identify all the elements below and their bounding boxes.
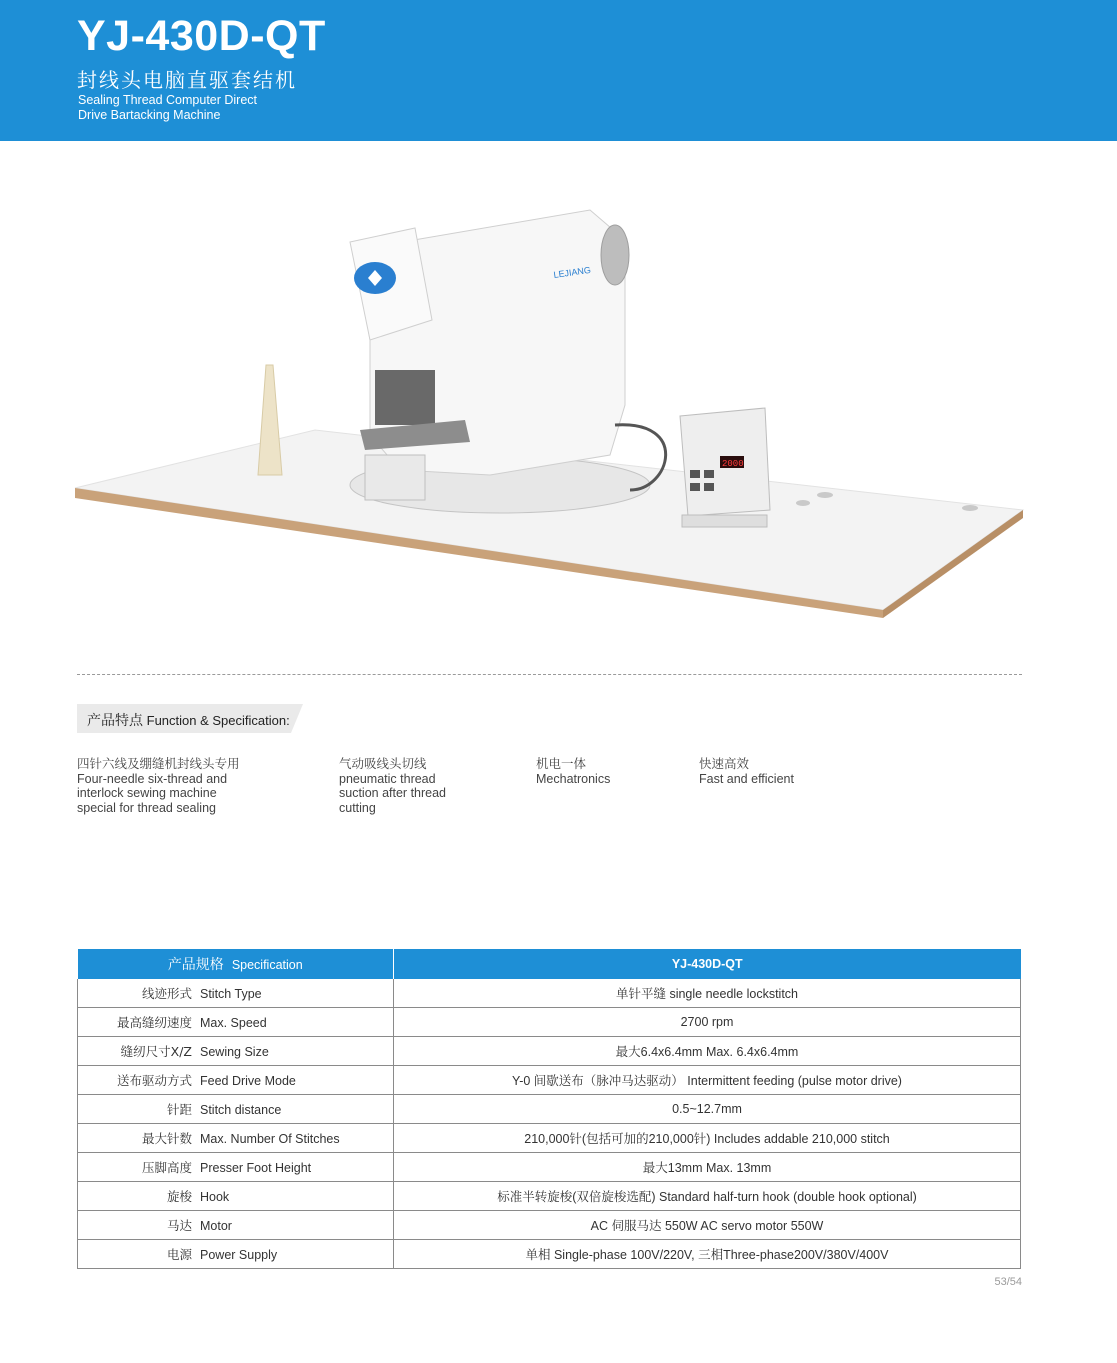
spec-label-cn: 缝纫尺寸X/Z bbox=[120, 1044, 192, 1059]
feature-cn: 四针六线及绷缝机封线头专用 bbox=[77, 756, 240, 771]
spec-label-cn: 压脚高度 bbox=[141, 1160, 192, 1175]
spec-value: 最大13mm Max. 13mm bbox=[394, 1153, 1021, 1182]
chinese-title: 封线头电脑直驱套结机 bbox=[77, 68, 297, 92]
header-banner bbox=[0, 0, 1117, 141]
feature-item bbox=[699, 757, 859, 786]
panel-key bbox=[690, 483, 700, 491]
spec-label-en: Stitch Type bbox=[200, 987, 262, 1001]
table-hole bbox=[962, 505, 978, 511]
machine-bed-front bbox=[365, 455, 425, 500]
thread-cone bbox=[258, 365, 282, 475]
table-hole bbox=[817, 492, 833, 498]
spec-row bbox=[78, 979, 1021, 1008]
spec-row bbox=[78, 1124, 1021, 1153]
spec-row bbox=[78, 1182, 1021, 1211]
spec-table bbox=[77, 949, 1021, 1269]
spec-value: AC 伺服马达 550W AC servo motor 550W bbox=[394, 1211, 1021, 1240]
panel-key bbox=[690, 470, 700, 478]
brand-name: LEJIANG bbox=[552, 264, 592, 280]
spec-label-cn: 最大针数 bbox=[141, 1131, 192, 1146]
page-number: 53/54 bbox=[994, 1276, 1022, 1288]
spec-label bbox=[78, 1153, 394, 1182]
handwheel bbox=[601, 225, 629, 285]
spec-row bbox=[78, 1240, 1021, 1269]
features-heading bbox=[77, 704, 303, 733]
english-title-line-1: Sealing Thread Computer Direct bbox=[78, 93, 258, 107]
feature-en: pneumatic thread suction after thread cutting bbox=[339, 771, 447, 815]
spec-value: 2700 rpm bbox=[394, 1008, 1021, 1037]
features-heading-text bbox=[87, 710, 290, 730]
spec-label-en: Stitch distance bbox=[200, 1103, 282, 1117]
needle-bar-mechanism bbox=[375, 370, 435, 425]
spec-label bbox=[78, 1240, 394, 1269]
spec-header-model: YJ-430D-QT bbox=[394, 949, 1021, 979]
spec-row bbox=[78, 1153, 1021, 1182]
spec-header-row bbox=[78, 949, 1021, 979]
spec-label-en: Presser Foot Height bbox=[200, 1161, 312, 1175]
spec-label-cn: 旋梭 bbox=[166, 1189, 192, 1204]
feature-cn: 气动吸线头切线 bbox=[339, 756, 427, 771]
spec-label-cn: 最高缝纫速度 bbox=[116, 1015, 192, 1030]
spec-label bbox=[78, 979, 394, 1008]
spec-label-en: Motor bbox=[200, 1219, 232, 1233]
spec-label-en: Max. Speed bbox=[200, 1016, 267, 1030]
spec-label-en: Max. Number Of Stitches bbox=[200, 1132, 340, 1146]
feature-en: Mechatronics bbox=[536, 771, 611, 786]
spec-label bbox=[78, 1095, 394, 1124]
spec-label bbox=[78, 1182, 394, 1211]
spec-label bbox=[78, 1066, 394, 1095]
spec-label-en: Feed Drive Mode bbox=[200, 1074, 296, 1088]
features-heading-cn: 产品特点 bbox=[87, 713, 143, 729]
feature-en: Four-needle six-thread and interlock sewing machine special for thread sealing bbox=[77, 771, 228, 815]
spec-value: 标准半转旋梭(双倍旋梭选配) Standard half-turn hook (double hook optional) bbox=[394, 1182, 1021, 1211]
panel-key bbox=[704, 470, 714, 478]
spec-row bbox=[78, 1008, 1021, 1037]
spec-header-en: Specification bbox=[231, 958, 303, 972]
feature-item bbox=[77, 757, 307, 815]
spec-label-cn: 针距 bbox=[166, 1102, 192, 1117]
spec-label-cn: 马达 bbox=[166, 1218, 192, 1233]
model-title: YJ-430D-QT bbox=[77, 12, 326, 60]
spec-label-en: Sewing Size bbox=[200, 1045, 269, 1059]
spec-value: 210,000针(包括可加的210,000针) Includes addable 210,000 stitch bbox=[394, 1124, 1021, 1153]
features-heading-en: Function & Specification: bbox=[146, 713, 290, 728]
spec-header-label bbox=[78, 949, 394, 979]
feature-cn: 快速高效 bbox=[699, 756, 750, 771]
spec-value: 单相 Single-phase 100V/220V, 三相Three-phase200V/380V/400V bbox=[394, 1240, 1021, 1269]
spec-header-cn: 产品规格 bbox=[167, 957, 224, 973]
spec-label-en: Power Supply bbox=[200, 1248, 278, 1262]
spec-label-cn: 线迹形式 bbox=[141, 986, 192, 1001]
spec-label bbox=[78, 1008, 394, 1037]
panel-key bbox=[704, 483, 714, 491]
spec-value: 0.5~12.7mm bbox=[394, 1095, 1021, 1124]
spec-value: 最大6.4x6.4mm Max. 6.4x6.4mm bbox=[394, 1037, 1021, 1066]
spec-label bbox=[78, 1124, 394, 1153]
english-title bbox=[78, 93, 318, 123]
spec-label bbox=[78, 1211, 394, 1240]
spec-value: Y-0 间歇送布（脉冲马达驱动） Intermittent feeding (pulse motor drive) bbox=[394, 1066, 1021, 1095]
spec-row bbox=[78, 1037, 1021, 1066]
section-divider bbox=[77, 674, 1022, 675]
feature-item bbox=[536, 757, 676, 786]
spec-label-en: Hook bbox=[200, 1190, 230, 1204]
product-illustration bbox=[70, 180, 1030, 630]
english-title-line-2: Drive Bartacking Machine bbox=[78, 108, 221, 122]
spec-label-cn: 电源 bbox=[166, 1247, 192, 1262]
panel-display-value: 2000 bbox=[722, 459, 744, 469]
spec-label-cn: 送布驱动方式 bbox=[116, 1073, 192, 1088]
feature-cn: 机电一体 bbox=[536, 756, 587, 771]
panel-stand bbox=[682, 515, 767, 527]
feature-en: Fast and efficient bbox=[699, 771, 794, 786]
spec-label bbox=[78, 1037, 394, 1066]
spec-row bbox=[78, 1066, 1021, 1095]
table-hole bbox=[796, 500, 810, 506]
spec-row bbox=[78, 1211, 1021, 1240]
spec-value: 单针平缝 single needle lockstitch bbox=[394, 979, 1021, 1008]
feature-item bbox=[339, 757, 509, 815]
spec-row bbox=[78, 1095, 1021, 1124]
sewing-machine-image bbox=[70, 180, 1030, 630]
